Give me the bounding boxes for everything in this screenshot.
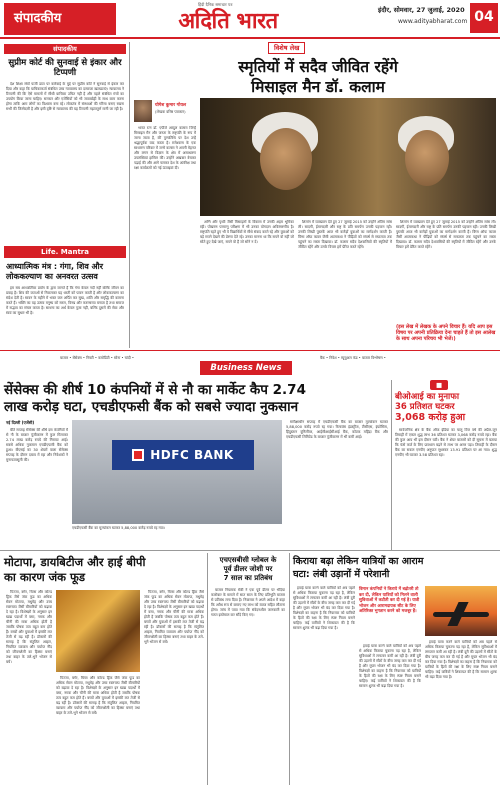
column-divider-4 <box>289 553 290 785</box>
website-url: www.adityabharat.com <box>398 18 468 25</box>
side-body <box>395 428 497 548</box>
ban-body <box>211 588 285 784</box>
logo-text: अदिति भारत <box>178 8 278 34</box>
obesity-headline-1: मोटापा, डायबिटीज और हाई बीपी <box>4 555 146 569</box>
lifemantra-label: Life. Mantra <box>4 246 126 258</box>
lifemantra-text: हम सब आध्यात्मिक प्रयोग के द्वारा जानते हैं कि गंगा केवल नदी नहीं बल्कि जीवन का प्रवाह है। शिव की जटाओं से निकलकर यह धरती को पावन करती है और लोककल्याण का संदेश देती है। सावन के महीने में भक्त जल अर्पित कर सुख, शांति और समृद्धि की कामना करते हैं। भक्ति का यह उत्सव मनुष्य को सरल, विनम्र और करुणामय बनाता है तथा समाज में सद्भाव का संचार करता है। साधना का अर्थ केवल पूजा नहीं, बल्कि दूसरों की सेवा और स्वयं का सुधार भी है। <box>6 286 124 315</box>
lead-text-1: बीते सप्ताह सेंसेक्स की शीर्ष दस कंपनियों में से नौ के बाजार पूंजीकरण में कुल मिलाकर 2.74 लाख करोड़ रुपये की गिरावट आई। सबसे अधिक नुकसान एचडीएफसी बैंक को हुआ। बीएसई का 30 शेयरों वाला सेंसेक्स सप्ताह के दौरान दबाव में रहा और निवेशकों ने मुनाफावसूली की। <box>6 428 68 462</box>
author-photo <box>134 100 152 122</box>
lead-text-2: समीक्षाधीन सप्ताह में एचडीएफसी बैंक का बाजार मूल्यांकन घटकर 5,88,000 करोड़ रुपये रह गया। रिलायंस इंडस्ट्रीज, टीसीएस, इंफोसिस, हिंदुस्तान यूनिलीवर, आईसीआईसीआई बैंक, कोटक महिंद्रा बैंक और एचडीएफसी लिमिटेड के बाजार पूंजीकरण में भी कमी आई। <box>286 420 388 439</box>
lead-headline-2: लाख करोड़ घटा, एचडीएफसी बैंक को सबसे ज्यादा नुकसान <box>4 399 299 415</box>
ban-headline-1: एचएसबीसी ग्लोबल के <box>219 556 277 564</box>
section-rule <box>0 550 500 551</box>
special-disclaimer: (इस लेख में लेखक के अपने विचार हैं। यदि आप इस विषय पर अपनी प्रतिक्रिया देना चाहते हैं तो इस आलेख के साथ अपना परिचय भी भेजें।) <box>396 324 496 342</box>
fare-body-1 <box>293 586 355 784</box>
hdfc-signboard <box>112 440 254 470</box>
kalam-photo <box>200 98 496 216</box>
editorial-headline: सुप्रीम कोर्ट की सुनवाई से इंकार और टिप्पणी <box>8 58 122 78</box>
lifemantra-headline: आध्यात्मिक मंत्र : गंगा, शिव और लोककल्याण का अनवरत उत्सव <box>6 262 104 281</box>
hdfc-logo-icon <box>132 449 144 461</box>
fare-text-2: हवाई यात्रा करने वाले यात्रियों को अब पहले से अधिक किराया चुकाना पड़ रहा है, लेकिन सुविधाओं में लगातार कमी आ रही है। लंबी दूरी की उड़ानों में सीटों के बीच जगह कम कर दी गई है और मुफ्त भोजन भी बंद कर दिया गया है। विशेषज्ञों का कहना है कि नियामक को यात्रियों के हितों की रक्षा के लिए स्पष्ट नियम बनाने चाहिए। कई यात्रियों ने शिकायत की है कि सामान शुल्क भी बढ़ा दिया गया है। <box>359 644 421 688</box>
special-body-b <box>200 220 294 348</box>
side-headline-3: 3,068 करोड़ हुआ <box>395 412 466 423</box>
author-role: (लेखक वरिष्ठ पत्रकार) <box>155 109 186 114</box>
fare-headline-1: किराया बढ़ा लेकिन यात्रियों का आराम <box>293 556 424 567</box>
obesity-text-2: पिज्जा, बर्गर, चिप्स और कोल्ड ड्रिंक जैसे जंक फूड का अधिक सेवन मोटापा, मधुमेह और उच्च रक्तचाप जैसी बीमारियों को बढ़ावा दे रहा है। विशेषज्ञों के अनुसार इन खाद्य पदार्थों में वसा, नमक और चीनी की मात्रा अधिक होती है जबकि पोषक तत्व बहुत कम होते हैं। बच्चों और युवाओं में इसकी लत तेजी से बढ़ रही है। डॉक्टरों की सलाह है कि संतुलित आहार, नियमित व्यायाम और पर्याप्त नींद को जीवनशैली का हिस्सा बनाएं तथा बाहर के तले-भुने भोजन से बचें। <box>56 676 140 715</box>
column-divider-2 <box>391 380 392 550</box>
newspaper-logo <box>168 2 288 36</box>
page-number: 04 <box>470 3 498 33</box>
editorial-body <box>6 82 124 242</box>
ban-headline-2: पूर्व डीलर जोशी पर <box>223 565 273 573</box>
column-divider <box>129 42 130 348</box>
logo-tagline: हिंदी दैनिक समाचार पत्र <box>198 2 233 7</box>
masthead-rule <box>0 37 500 39</box>
fare-pull-quote: विमान कंपनियों ने किराये में बढ़ोतरी तो कर दी, लेकिन यात्रियों को मिलने वाली सुविधाओं में कटौती कर दी गई है। यात्री भोजन और आरामदायक सीट के लिए अतिरिक्त भुगतान करने को मजबूर हैं। <box>359 586 420 613</box>
business-rule <box>0 350 500 351</box>
photo-caption: एचडीएफसी बैंक का मूल्यांकन घटकर 5,88,000 करोड़ रुपये रह गया। <box>72 526 165 530</box>
kalam-face-right <box>405 130 449 186</box>
airplane-photo <box>425 586 497 636</box>
special-text-d: शिलांग में व्याख्यान देते हुए 27 जुलाई 2015 को उन्होंने अंतिम सांस ली। सादगी, ईमानदारी और राष्ट्र के प्रति समर्पण उनकी पहचान रही। उनकी लिखी पुस्तकें आज भी करोड़ों युवाओं का मार्गदर्शन करती हैं। विंग्स ऑफ फायर जैसी आत्मकथा ने पीढ़ियों को संघर्ष से सफलता तक पहुंचने का रास्ता दिखाया। डॉ. कलाम सदैव देशवासियों की स्मृतियों में जीवित रहेंगे और उनके विचार हमें प्रेरित करते रहेंगे। <box>396 220 496 249</box>
fare-text-1: हवाई यात्रा करने वाले यात्रियों को अब पहले से अधिक किराया चुकाना पड़ रहा है, लेकिन सुविधाओं में लगातार कमी आ रही है। लंबी दूरी की उड़ानों में सीटों के बीच जगह कम कर दी गई है और मुफ्त भोजन भी बंद कर दिया गया है। विशेषज्ञों का कहना है कि नियामक को यात्रियों के हितों की रक्षा के लिए स्पष्ट नियम बनाने चाहिए। कई यात्रियों ने शिकायत की है कि सामान शुल्क भी बढ़ा दिया गया है। <box>293 586 355 630</box>
fare-body-3 <box>425 640 497 784</box>
kalam-face-left <box>260 128 312 190</box>
fare-headline-2: घटा: लंबी उड़ानों में परेशानी <box>293 569 390 580</box>
hdfc-sign-text: HDFC BANK <box>150 447 234 462</box>
lead-body-1 <box>6 428 68 546</box>
obesity-text: पिज्जा, बर्गर, चिप्स और कोल्ड ड्रिंक जैसे जंक फूड का अधिक सेवन मोटापा, मधुमेह और उच्च रक्तचाप जैसी बीमारियों को बढ़ावा दे रहा है। विशेषज्ञों के अनुसार इन खाद्य पदार्थों में वसा, नमक और चीनी की मात्रा अधिक होती है जबकि पोषक तत्व बहुत कम होते हैं। बच्चों और युवाओं में इसकी लत तेजी से बढ़ रही है। डॉक्टरों की सलाह है कि संतुलित आहार, नियमित व्यायाम और पर्याप्त नींद को जीवनशैली का हिस्सा बनाएं तथा बाहर के तले-भुने भोजन से बचें। <box>6 590 52 664</box>
special-body-d <box>396 220 496 320</box>
special-headline-1: स्मृतियों में सदैव जीवित रहेंगे <box>238 58 398 76</box>
special-text-a: भारत रत्न डॉ. एपीजे अब्दुल कलाम जिन्हें मिसाइल मैन और जनता के राष्ट्रपति के रूप में जाना जाता है, की पुण्यतिथि पर देश उन्हें श्रद्धापूर्वक याद करता है। रामेश्वरम के एक साधारण परिवार में जन्मे कलाम ने अपनी मेहनत और लगन से विज्ञान के क्षेत्र में असाधारण उपलब्धियां हासिल कीं। उन्होंने अखबार बेचकर पढ़ाई की और आगे चलकर देश के अंतरिक्ष तथा रक्षा कार्यक्रमों को नई ऊंचाइयां दीं। <box>134 126 196 170</box>
editorial-text: देश शिक्षा संघों फर्जी डाटा पर कार्रवाई के मुद्दे पर सुप्रीम कोर्ट ने सुनवाई से इंकार कर दिया और कहा कि याचिकाकर्ता संबंधित उच्च न्यायालय का दरवाजा खटखटाएं। न्यायालय ने टिप्पणी की कि ऐसे मामलों में सीधी याचिका उचित नहीं है और पहले संबंधित मंचों का उपयोग किया जाना चाहिए। सरकार और एजेंसियों को भी जवाबदेही के साथ काम करना होगा ताकि आम लोगों का विश्वास बना रहे। लोकतंत्र में संस्थाओं की गरिमा बनाए रखना सभी की जिम्मेदारी है और इसी दृष्टि से न्यायालय की यह टिप्पणी महत्वपूर्ण मानी जा रही है। <box>6 82 124 111</box>
fare-text-3: हवाई यात्रा करने वाले यात्रियों को अब पहले से अधिक किराया चुकाना पड़ रहा है, लेकिन सुविधाओं में लगातार कमी आ रही है। लंबी दूरी की उड़ानों में सीटों के बीच जगह कम कर दी गई है और मुफ्त भोजन भी बंद कर दिया गया है। विशेषज्ञों का कहना है कि नियामक को यात्रियों के हितों की रक्षा के लिए स्पष्ट नियम बनाने चाहिए। कई यात्रियों ने शिकायत की है कि सामान शुल्क भी बढ़ा दिया गया है। <box>425 640 497 679</box>
lifemantra-body <box>6 286 124 346</box>
side-headline-2: 36 प्रतिशत घटकर <box>395 402 455 412</box>
masthead <box>0 0 500 38</box>
obesity-text-3: पिज्जा, बर्गर, चिप्स और कोल्ड ड्रिंक जैसे जंक फूड का अधिक सेवन मोटापा, मधुमेह और उच्च रक्तचाप जैसी बीमारियों को बढ़ावा दे रहा है। विशेषज्ञों के अनुसार इन खाद्य पदार्थों में वसा, नमक और चीनी की मात्रा अधिक होती है जबकि पोषक तत्व बहुत कम होते हैं। बच्चों और युवाओं में इसकी लत तेजी से बढ़ रही है। डॉक्टरों की सलाह है कि संतुलित आहार, नियमित व्यायाम और पर्याप्त नींद को जीवनशैली का हिस्सा बनाएं तथा बाहर के तले-भुने भोजन से बचें। <box>144 590 204 644</box>
ban-text: बाजार नियामक सेबी ने एक पूर्व डीलर पर भेदिया कारोबार के मामले में सात साल के लिए प्रतिभूति बाजार से प्रतिबंध लगा दिया है। नियामक ने अपने आदेश में कहा कि अवैध रूप से कमाए गए लाभ को ब्याज सहित लौटाना होगा। जांच में पाया गया कि संवेदनशील जानकारी का गलत इस्तेमाल कर सौदे किए गए। <box>211 588 285 617</box>
special-body-c <box>298 220 392 348</box>
editorial-label: संपादकीय <box>4 44 126 54</box>
special-headline-2: मिसाइल मैन डॉ. कलाम <box>251 78 385 96</box>
junk-food-photo <box>56 590 140 672</box>
obesity-body-3 <box>144 590 204 784</box>
side-text: सार्वजनिक क्षेत्र के बैंक ऑफ इंडिया का चालू वित्त वर्ष की अप्रैल-जून तिमाही में एकल शुद्ध लाभ 36 प्रतिशत घटकर 3,068 करोड़ रुपये रहा। बैंक की कुल आय भी इस दौरान घटी। बैंक ने शेयर बाजारों को दी सूचना में बताया कि फंसे कर्ज के लिए प्रावधान बढ़ने से लाभ पर असर पड़ा। तिमाही के दौरान बैंक का सकल एनपीए अनुपात सुधरकर 13.91 प्रतिशत पर आ गया। शुद्ध एनपीए भी घटकर 3.58 प्रतिशत रहा। <box>395 428 497 457</box>
section-label: संपादकीय <box>4 3 116 35</box>
lead-dateline: नई दिल्ली (एजेंसी) <box>6 420 35 425</box>
city-date: इंदौर, सोमवार, 27 जुलाई, 2020 <box>378 6 465 14</box>
ticker-right: बैंक • निवेश • म्यूचुअल फंड • बाजार विश्लेषण • <box>320 356 386 360</box>
hdfc-bank-photo <box>72 420 282 524</box>
special-body-a <box>134 126 196 348</box>
lead-body-2 <box>286 420 388 546</box>
side-headline-1: बीओआई का मुनाफा <box>395 392 460 402</box>
special-label: विशेष लेख <box>268 42 305 54</box>
lead-headline-1: सेंसेक्स की शीर्ष 10 कंपनियों में से नौ का मार्केट कैप 2.74 <box>4 382 306 398</box>
fare-body-2 <box>359 644 421 784</box>
author-name: योगेश कुमार गोयल <box>155 103 187 108</box>
obesity-headline-2: का कारण जंक फूड <box>4 570 86 584</box>
special-text-b: अग्नि और पृथ्वी जैसी मिसाइलों के विकास में उनकी अहम भूमिका रही। पोखरण परमाणु परीक्षण में भी उनका योगदान अविस्मरणीय है। राष्ट्रपति रहते हुए भी वे विद्यार्थियों से सीधे संवाद करते रहे और युवाओं को बड़े सपने देखने की प्रेरणा देते रहे। उनका मानना था कि सपने वो नहीं जो सोते हुए देखे जाएं, सपने वो हैं जो सोने न दें। <box>200 220 294 244</box>
side-label-badge: ■ <box>430 380 448 390</box>
business-news-label: Business News <box>200 361 292 375</box>
obesity-body <box>6 590 52 784</box>
special-text-c: शिलांग में व्याख्यान देते हुए 27 जुलाई 2015 को उन्होंने अंतिम सांस ली। सादगी, ईमानदारी और राष्ट्र के प्रति समर्पण उनकी पहचान रही। उनकी लिखी पुस्तकें आज भी करोड़ों युवाओं का मार्गदर्शन करती हैं। विंग्स ऑफ फायर जैसी आत्मकथा ने पीढ़ियों को संघर्ष से सफलता तक पहुंचने का रास्ता दिखाया। डॉ. कलाम सदैव देशवासियों की स्मृतियों में जीवित रहेंगे और उनके विचार हमें प्रेरित करते रहेंगे। <box>298 220 392 249</box>
ticker-left: बाजार • सेंसेक्स • निफ्टी • कमोडिटी • सोना • चांदी • <box>60 356 134 360</box>
ban-headline-3: 7 साल का प्रतिबंध <box>223 574 273 582</box>
obesity-body-2 <box>56 676 140 784</box>
column-divider-3 <box>207 553 208 785</box>
